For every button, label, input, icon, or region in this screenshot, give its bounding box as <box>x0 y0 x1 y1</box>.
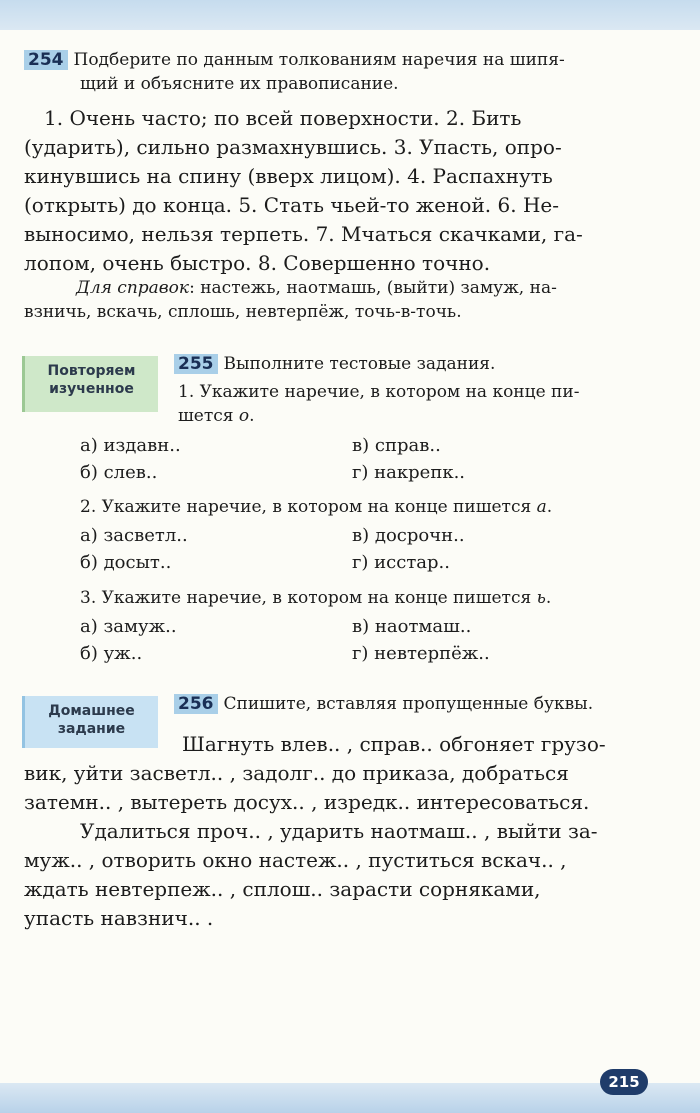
ex255-q1-option-g: г) накрепк.. <box>352 462 466 483</box>
ex255-q3-period: . <box>545 588 552 608</box>
ex255-q2-option-v: в) досрочн.. <box>352 525 465 546</box>
ex255-q3-option-v: в) наотмаш.. <box>352 616 472 637</box>
ex255-q2-option-a: а) засветл.. <box>80 525 188 546</box>
ex254-reference-line-1 <box>76 276 636 300</box>
ex255-q2 <box>80 495 552 519</box>
ex255-title-line <box>174 352 495 376</box>
ex256-title: Спишите, вставляя пропущенные буквы. <box>223 694 594 714</box>
ex256-text-line: Шагнуть влев.. , справ.. обгоняет грузо- <box>182 732 606 756</box>
bottom-decorative-band <box>0 1083 700 1113</box>
ex255-q1-line-2 <box>178 404 255 428</box>
ex255-q1-option-b: б) слев.. <box>80 462 158 483</box>
homework-label-line-2: задание <box>57 721 126 737</box>
ex255-q1-line-1: 1. Укажите наречие, в котором на конце пи- <box>178 382 580 402</box>
ex255-q1-option-a: а) издавн.. <box>80 435 181 456</box>
ex255-q3 <box>80 586 551 610</box>
ex254-instruction-line-1 <box>24 48 636 72</box>
top-decorative-band <box>0 0 700 30</box>
ex256-text-line: вик, уйти засветл.. , задолг.. до приказа, добраться <box>24 761 569 785</box>
ex255-q2-option-b: б) досыт.. <box>80 552 172 573</box>
ex255-q2-option-g: г) исстар.. <box>352 552 450 573</box>
ex255-q3-option-a: а) замуж.. <box>80 616 177 637</box>
ex255-q3-option-g: г) невтерпёж.. <box>352 643 490 664</box>
ex256-text-line: муж.. , отворить окно настеж.. , пуститься вскач.. , <box>24 848 567 872</box>
ex255-q2-text: 2. Укажите наречие, в котором на конце пишется <box>80 497 537 517</box>
ex254-reference-words: : настежь, наотмашь, (выйти) замуж, на- <box>189 278 557 298</box>
repeat-studied-label <box>22 356 158 412</box>
ex256-title-line <box>174 692 593 716</box>
ex255-q3-letter: ь <box>536 588 546 608</box>
ex255-q1-letter: о <box>238 406 250 426</box>
ex254-instruction-text: Подберите по данным толкованиям наречия на шипя- <box>73 50 565 70</box>
ex254-text-line: выносимо, нельзя терпеть. 7. Мчаться скачками, га- <box>24 222 583 246</box>
ex255-q3-option-b: б) уж.. <box>80 643 143 664</box>
ex255-q2-letter: а <box>536 497 547 517</box>
ex255-q1-option-v: в) справ.. <box>352 435 441 456</box>
ex256-text-line: затемн.. , вытереть досух.. , изредк.. интересоваться. <box>24 790 590 814</box>
ex254-reference-label: Для справок <box>76 278 190 298</box>
ex256-text-line: Удалиться проч.. , ударить наотмаш.. , выйти за- <box>80 819 598 843</box>
ex255-title: Выполните тестовые задания. <box>223 354 496 374</box>
ex254-text-line: лопом, очень быстро. 8. Совершенно точно. <box>24 251 491 275</box>
ex256-text-line: упасть навзнич.. . <box>24 906 214 930</box>
ex256-text-line: ждать невтерпеж.. , сплош.. зарасти сорняками, <box>24 877 541 901</box>
ex254-number-badge: 254 <box>24 50 68 70</box>
ex254-text-line: (ударить), сильно размахнувшись. 3. Упасть, опро- <box>24 135 562 159</box>
page-number: 215 <box>600 1069 648 1095</box>
ex256-number-badge: 256 <box>174 694 218 714</box>
ex255-q1-period: . <box>249 406 255 426</box>
homework-label-line-1: Домашнее <box>48 703 135 719</box>
ex254-text-line: 1. Очень часто; по всей поверхности. 2. Бить <box>44 106 522 130</box>
ex254-reference-line-2: взничь, вскачь, сплошь, невтерпёж, точь-в-точь. <box>24 302 462 322</box>
homework-label <box>22 696 158 748</box>
ex254-instruction-line-2: щий и объясните их правописание. <box>80 74 399 94</box>
ex255-q1-text: шется <box>178 406 239 426</box>
ex255-q2-period: . <box>546 497 553 517</box>
ex254-text-line: кинувшись на спину (вверх лицом). 4. Распахнуть <box>24 164 553 188</box>
ex254-text-line: (открыть) до конца. 5. Стать чьей-то женой. 6. Не- <box>24 193 559 217</box>
repeat-label-line-2: изученное <box>49 381 134 397</box>
ex255-number-badge: 255 <box>174 354 218 374</box>
repeat-label-line-1: Повторяем <box>47 363 136 379</box>
ex255-q3-text: 3. Укажите наречие, в котором на конце пишется <box>80 588 537 608</box>
